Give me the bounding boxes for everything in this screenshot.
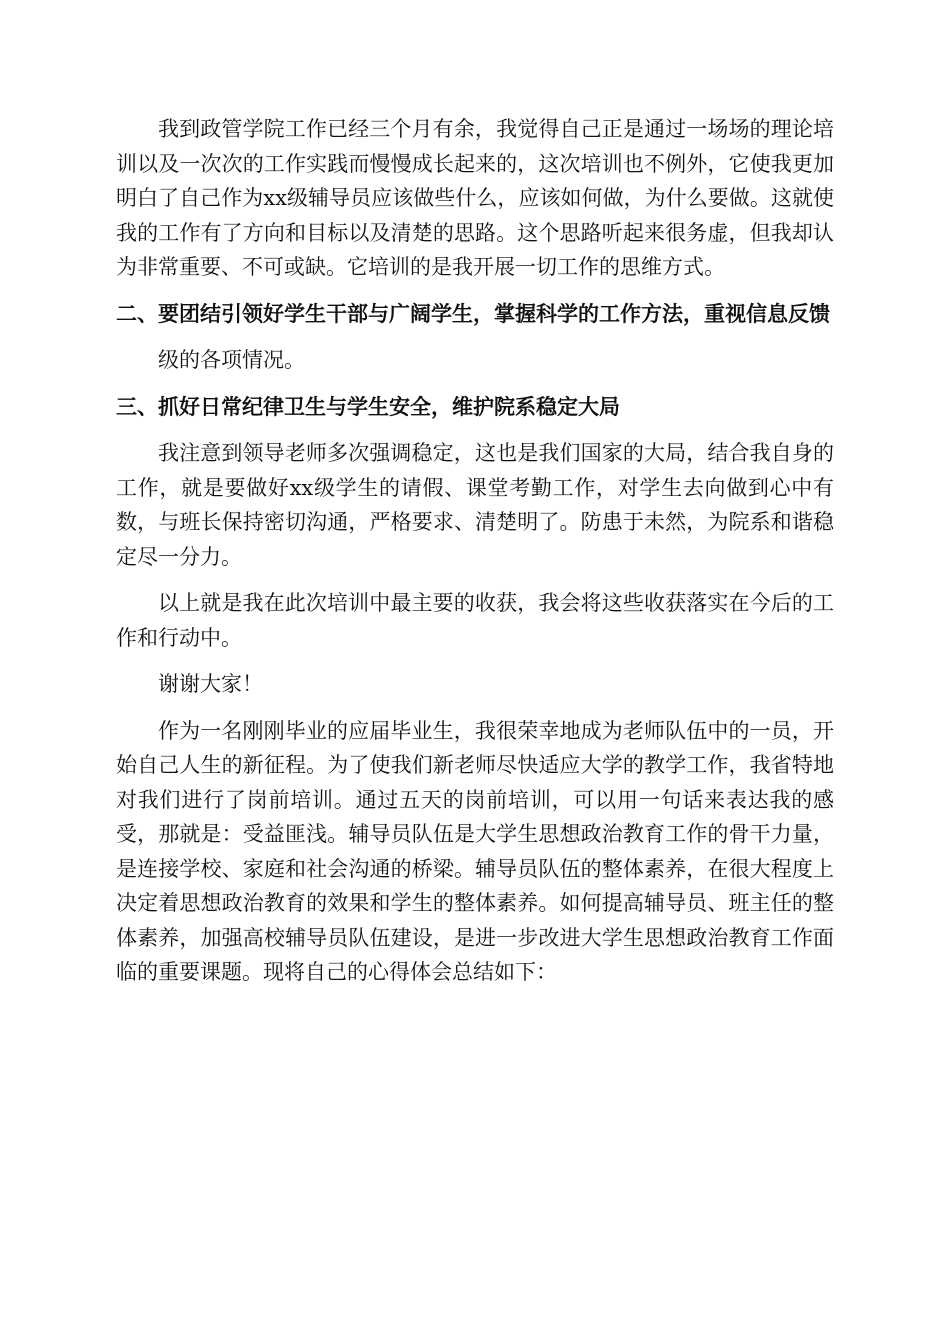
paragraph-section-3: 我注意到领导老师多次强调稳定，这也是我们国家的大局，结合我自身的工作，就是要做好xx级学生的请假、课堂考勤工作，对学生去向做到心中有数，与班长保持密切沟通，严格要求、清楚明了。防患于未然，为院系和谐稳定尽一分力。	[116, 441, 834, 569]
paragraph-thanks: 谢谢大家！	[158, 672, 263, 696]
paragraph-new-essay: 作为一名刚刚毕业的应届毕业生，我很荣幸地成为老师队伍中的一员，开始自己人生的新征程。为了使我们新老师尽快适应大学的教学工作，我省特地对我们进行了岗前培训。通过五天的岗前培训，可以用一句话来表达我的感受，那就是：受益匪浅。辅导员队伍是大学生思想政治教育工作的骨干力量，是连接学校、家庭和社会沟通的桥梁。辅导员队伍的整体素养，在很大程度上决定着思想政治教育的效果和学生的整体素养。如何提高辅导员、班主任的整体素养，加强高校辅导员队伍建设，是进一步改进大学生思想政治教育工作面临的重要课题。现将自己的心得体会总结如下：	[116, 718, 834, 984]
paragraph-section-2: 级的各项情况。	[158, 348, 305, 372]
paragraph-intro: 我到政管学院工作已经三个月有余，我觉得自己正是通过一场场的理论培训以及一次次的工作实践而慢慢成长起来的，这次培训也不例外，它使我更加明白了自己作为xx级辅导员应该做些什么，应该如何做，为什么要做。这就使我的工作有了方向和目标以及清楚的思路。这个思路听起来很务虚，但我却认为非常重要、不可或缺。它培训的是我开展一切工作的思维方式。	[116, 117, 834, 279]
section-heading-3: 三、抓好日常纪律卫生与学生安全，维护院系稳定大局	[116, 394, 620, 419]
paragraph-conclusion: 以上就是我在此次培训中最主要的收获，我会将这些收获落实在今后的工作和行动中。	[116, 591, 834, 650]
section-heading-2: 二、要团结引领好学生干部与广阔学生，掌握科学的工作方法，重视信息反馈	[116, 301, 830, 326]
document-page	[116, 112, 834, 1002]
